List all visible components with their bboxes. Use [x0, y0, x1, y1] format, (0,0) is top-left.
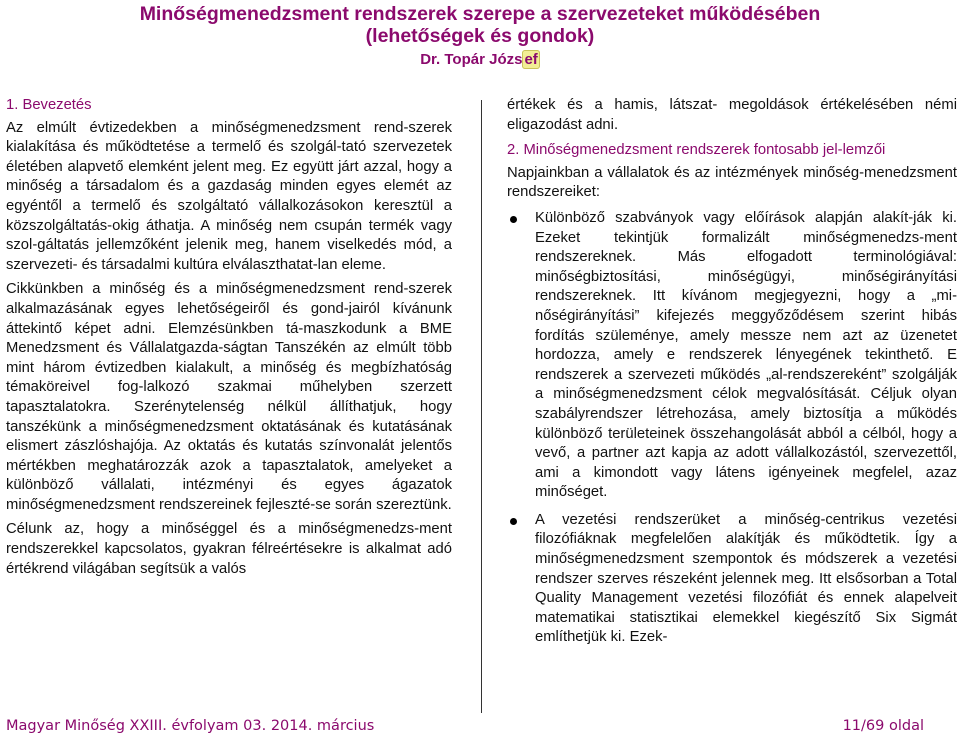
document-subtitle: (lehetőségek és gondok): [365, 25, 595, 47]
paragraph: értékek és a hamis, látszat- megoldások értékelésében némi eligazodást adni.: [507, 97, 957, 133]
list-item: [507, 511, 957, 648]
journal-info: Magyar Minőség XXIII. évfolyam 03. 2014. március: [6, 718, 375, 734]
highlight-annotation[interactable]: ef: [524, 51, 538, 68]
paragraph: Célunk az, hogy a minőséggel és a minőségmenedzs-ment rendszerekkel kapcsolatos, gyakran félreértésekre is alkalmat adó értékrend világában segítsük a valós: [6, 521, 452, 577]
section-heading-introduction: 1. Bevezetés: [6, 97, 92, 113]
list-item-text: A vezetési rendszerüket a minőség-centrikus vezetési filozófiáknak megfelelően alakítják és működtetik. Így a minőségmenedzsment szempontok és módszerek a vezetési rendszer szerves részeként jelennek meg. Itt elsősorban a Total Quality Management vezetési filozófiát és ennek alapelveit matematikai statisztikai elemekkel kiegészítő Six Sigmát említhetjük ki. Ezek-: [535, 511, 957, 646]
author-line: [0, 48, 960, 72]
page-footer: [6, 718, 924, 737]
right-column: [507, 96, 957, 656]
bullet-icon: [510, 518, 517, 525]
column-divider: [481, 100, 482, 713]
bullet-icon: [510, 216, 517, 223]
bullet-list: [507, 209, 957, 648]
page-number: 11/69 oldal: [842, 718, 924, 734]
document-title: Minőségmenedzsment rendszerek szerepe a szervezeteket működésében: [139, 3, 821, 25]
paragraph: Napjainkban a vállalatok és az intézmények minőség-menedzsment rendszereiket:: [507, 164, 957, 201]
list-item: [507, 209, 957, 503]
left-column: [6, 96, 452, 584]
paragraph: Cikkünkben a minőség és a minőségmenedzsment rend-szerek alkalmazásának egyes lehetőségeiről és gond-jairól kívánunk áttekintő képet adni. Elemzésünkben tá-maszkodunk a BME Menedzsment és Vállalatgazda-ságtan Tanszékén az elmúlt több mint három évtizedben kialakult, a minőség és megbízhatóság témaköreivel fog-lalkozó szakmai műhelyben szerzett tapasztalatokra. Szerénytelenség nélkül állíthatjuk, hogy tanszékünk a minőségmenedzsment oktatásának és kutatásának elismert zászlóshajója. Az oktatás és kutatás színvonalát jelentős mértékben meghatározzák azok a tapasztalatok, amelyeket a különböző vállalati, intézményi és egyes ágazatok minőségmenedzsment rendszereinek fejleszté-se során szereztünk.: [6, 281, 452, 513]
section-heading-characteristics: 2. Minőségmenedzsment rendszerek fontosabb jel-lemzői: [507, 142, 886, 159]
paragraph: Az elmúlt évtizedekben a minőségmenedzsment rend-szerek kialakítása és működtetése a termelő és szolgál-tató szervezetek életében alapvető elemként jelent meg. Ez együtt járt azzal, hogy a minőség a társadalom és a gazdaság minden egyes elemét az egyéntől a termelő és szolgáltató vállalkozásokon keresztül a közszolgáltatás-okig áthatja. A minőség nem csupán termék vagy szol-gáltatás jellemzőként jelenik meg, hanem viselkedés mód, a szervezeti- és társadalmi kultúra elválaszthatat-lan eleme.: [6, 119, 452, 273]
list-item-text: Különböző szabványok vagy előírások alapján alakít-ják ki. Ezeket tekintjük formalizált minőségmenedzs-ment rendszereknek. Más elfogadott terminológiával: minőségbiztosítási, minőségügyi, minőségirányítási rendszereknek. Itt kívánom megjegyezni, hogy a „mi-nőségirányítási” kifejezés meggyőződésem szerint hibás fordítás szüleménye, amely messze nem azt az üzenetet hordozza, amely e rendszerek lényegének tekinthető. E rendszerek a szervezeti működés „al-rendszereként” szolgálják a minőségmenedzsment célok megvalósítását. Céljuk olyan szabályrendszer létrehozása, amely biztosítja a működés különböző területeinek összehangolását abból a célból, hogy a vevő, a partner azt kapja az adott vállalkozástól, szervezettől, ami a kimondott vagy látens igényeinek megfelel, azaz minőséget.: [535, 209, 957, 501]
author-name: Dr. Topár Józs: [420, 51, 523, 68]
